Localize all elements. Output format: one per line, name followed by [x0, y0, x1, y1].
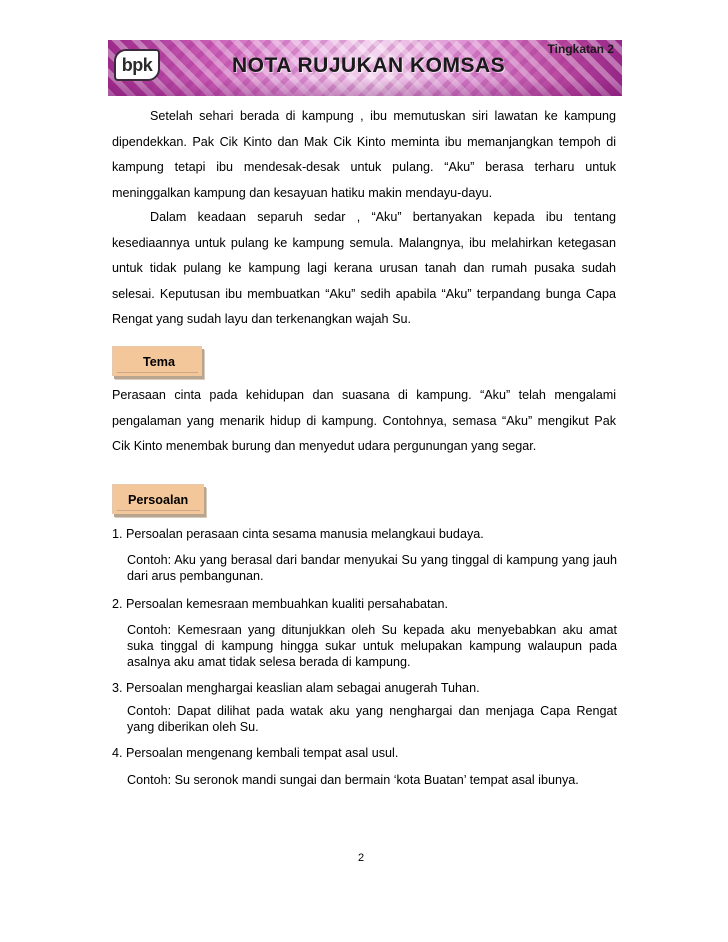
- tema-heading-box: [112, 346, 202, 376]
- header-banner: [108, 40, 622, 96]
- persoalan-title-3: 3. Persoalan menghargai keaslian alam sebagai anugerah Tuhan.: [112, 681, 480, 695]
- intro-paragraph-2: Dalam keadaan separuh sedar , “Aku” bertanyakan kepada ibu tentang kesediaannya untuk pulang ke kampung semula. Malangnya, ibu melahirkan ketegasan untuk tidak pulang ke kampung lagi kerana urusan tanah dan rumah pusaka sudah selesai. Keputusan ibu membuatkan “Aku” sedih apabila “Aku” terpandang bunga Capa Rengat yang sudah layu dan terkenangkan wajah Su.: [112, 210, 616, 326]
- persoalan-title-1: 1. Persoalan perasaan cinta sesama manusia melangkaui budaya.: [112, 527, 484, 541]
- persoalan-example-3: Contoh: Dapat dilihat pada watak aku yang nenghargai dan menjaga Capa Rengat yang diberikan oleh Su.: [127, 704, 617, 734]
- persoalan-title-4: 4. Persoalan mengenang kembali tempat asal usul.: [112, 746, 399, 760]
- persoalan-example-4: Contoh: Su seronok mandi sungai dan bermain ‘kota Buatan’ tempat asal ibunya.: [127, 773, 579, 787]
- persoalan-heading: Persoalan: [128, 493, 189, 507]
- persoalan-example-1: Contoh: Aku yang berasal dari bandar menyukai Su yang tinggal di kampung yang jauh dari arus pembangunan.: [127, 553, 617, 583]
- banner-shade: [108, 78, 622, 96]
- page-number: 2: [358, 852, 365, 864]
- persoalan-heading-box: [112, 484, 204, 514]
- tema-heading: Tema: [143, 355, 175, 369]
- persoalan-title-2: 2. Persoalan kemesraan membuahkan kualiti persahabatan.: [112, 597, 449, 611]
- persoalan-example-2: Contoh: Kemesraan yang ditunjukkan oleh Su kepada aku menyebabkan aku amat suka tinggal di kampung hingga sukar untuk melupakan kampung walaupun pada asalnya aku amat tidak selesa berada di kampung.: [127, 623, 617, 669]
- tema-paragraph: Perasaan cinta pada kehidupan dan suasana di kampung. “Aku” telah mengalami pengalaman yang menarik hidup di kampung. Contohnya, semasa “Aku” mengikut Pak Cik Kinto menembak burung dan menyedut udara pergunungan yang segar.: [112, 388, 616, 453]
- intro-paragraph-1: Setelah sehari berada di kampung , ibu memutuskan siri lawatan ke kampung dipendekkan. Pak Cik Kinto dan Mak Cik Kinto meminta ibu memanjangkan tempoh di kampung tetapi ibu mendesak-desak untuk pulang. “Aku” berasa terharu untuk meninggalkan kampung dan kesayuan hatiku makin mendayu-dayu.: [112, 109, 616, 200]
- level-label: Tingkatan 2: [547, 42, 614, 56]
- bpk-logo: bpk: [114, 49, 160, 81]
- document-title: NOTA RUJUKAN KOMSAS: [232, 54, 506, 77]
